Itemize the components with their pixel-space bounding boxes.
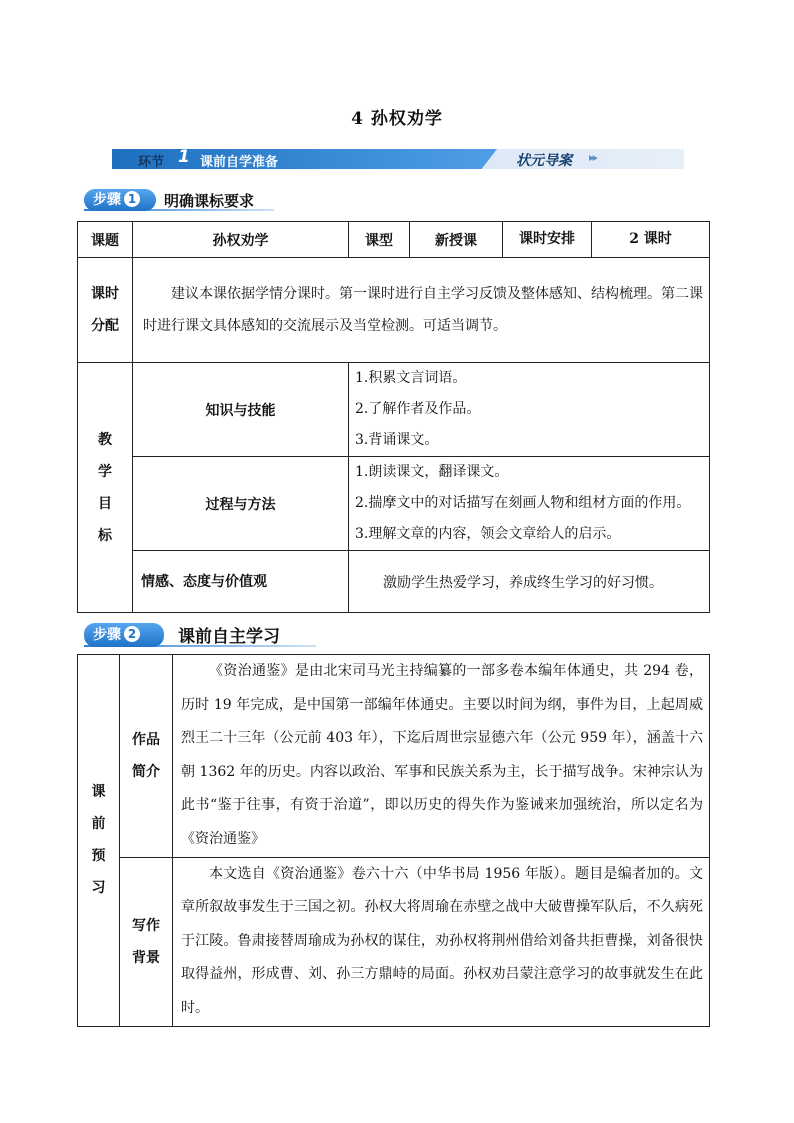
course-requirements-table bbox=[77, 221, 710, 613]
step1-number-icon: 1 bbox=[124, 191, 140, 207]
preview-label: 课前预习 bbox=[78, 655, 120, 1027]
double-arrow-icon: ▸▸ bbox=[589, 151, 597, 164]
time-label: 课时安排 bbox=[503, 222, 592, 257]
step2-header bbox=[84, 623, 324, 645]
banner-guide-text: 状元导案 bbox=[516, 153, 572, 169]
emotion-values-label: 情感、态度与价值观 bbox=[133, 551, 349, 613]
page-title: 4 孙权劝学 bbox=[351, 109, 443, 129]
works-intro-text: 《资治通鉴》是由北宋司马光主持编纂的一部多卷本编年体通史，共 294 卷，历时 19 年完成，是中国第一部编年体通史。主要以时间为纲，事件为目，上起周威烈王二十三年（公元前 403 年），下迄后周世宗显德六年（公元 959 年），涵盖十六朝 1362 年的历史。内容以政治、军事和民族关系为主，长于描写战争。宋神宗认为此书“鉴于往事，有资于治道”，即以历史的得失作为鉴诫来加强统治，所以定名为《资治通鉴》 bbox=[173, 655, 710, 858]
period-allocation-text: 建议本课依据学情分课时。第一课时进行自主学习反馈及整体感知、结构梳理。第二课时进行课文具体感知的交流展示及当堂检测。可适当调节。 bbox=[133, 258, 710, 363]
knowledge-skills-label: 知识与技能 bbox=[133, 363, 349, 457]
topic-label: 课题 bbox=[78, 222, 133, 258]
process-methods-list bbox=[349, 457, 710, 551]
topic-value: 孙权劝学 bbox=[133, 222, 349, 258]
banner-section-text: 课前自学准备 bbox=[200, 155, 279, 170]
preview-table bbox=[77, 654, 710, 1027]
works-intro-label: 作品简介 bbox=[120, 655, 173, 858]
writing-background-label: 写作背景 bbox=[120, 857, 173, 1026]
knowledge-skills-list bbox=[349, 363, 710, 457]
type-value: 新授课 bbox=[410, 222, 503, 258]
step1-word: 步骤 bbox=[93, 192, 121, 208]
time-cell bbox=[503, 222, 710, 258]
emotion-values-text: 激励学生热爱学习，养成终生学习的好习惯。 bbox=[349, 551, 710, 613]
step1-pill bbox=[84, 189, 156, 211]
list-item: 1.朗读课文，翻译课文。 bbox=[355, 464, 509, 480]
step2-number-icon: 2 bbox=[124, 626, 140, 642]
step2-word: 步骤 bbox=[93, 627, 121, 643]
list-item: 2.揣摩文中的对话描写在刻画人物和组材方面的作用。 bbox=[355, 495, 691, 511]
teaching-goals-label bbox=[78, 363, 133, 613]
step2-label: 课前自主学习 bbox=[178, 627, 280, 647]
time-value: 2 课时 bbox=[629, 231, 672, 247]
list-item: 1.积累文言词语。 bbox=[355, 370, 467, 386]
section-banner bbox=[112, 149, 684, 169]
list-item: 3.背诵课文。 bbox=[355, 432, 439, 448]
type-label: 课型 bbox=[349, 222, 410, 258]
step1-label: 明确课标要求 bbox=[164, 192, 255, 210]
period-allocation-label: 课时分配 bbox=[78, 258, 133, 363]
banner-section-number: 1 bbox=[178, 147, 190, 167]
step1-header bbox=[84, 189, 284, 211]
step2-pill bbox=[84, 623, 164, 647]
writing-background-text: 本文选自《资治通鉴》卷六十六（中华书局 1956 年版）。题目是编者加的。文章所叙故事发生于三国之初。孙权大将周瑜在赤壁之战中大破曹操军队后，不久病死于江陵。鲁肃接替周瑜成为孙权的谋住，劝孙权将荆州借给刘备共拒曹操，刘备很快取得益州，形成曹、刘、孙三方鼎峙的局面。孙权劝吕蒙注意学习的故事就发生在此时。 bbox=[173, 857, 710, 1026]
list-item: 3.理解文章的内容，领会文章给人的启示。 bbox=[355, 526, 621, 542]
banner-section-word: 环节 bbox=[138, 155, 165, 170]
banner-highlight bbox=[112, 149, 497, 169]
list-item: 2.了解作者及作品。 bbox=[355, 401, 481, 417]
process-methods-label: 过程与方法 bbox=[133, 457, 349, 551]
teaching-goals-label-text: 教学目标 bbox=[98, 431, 112, 544]
